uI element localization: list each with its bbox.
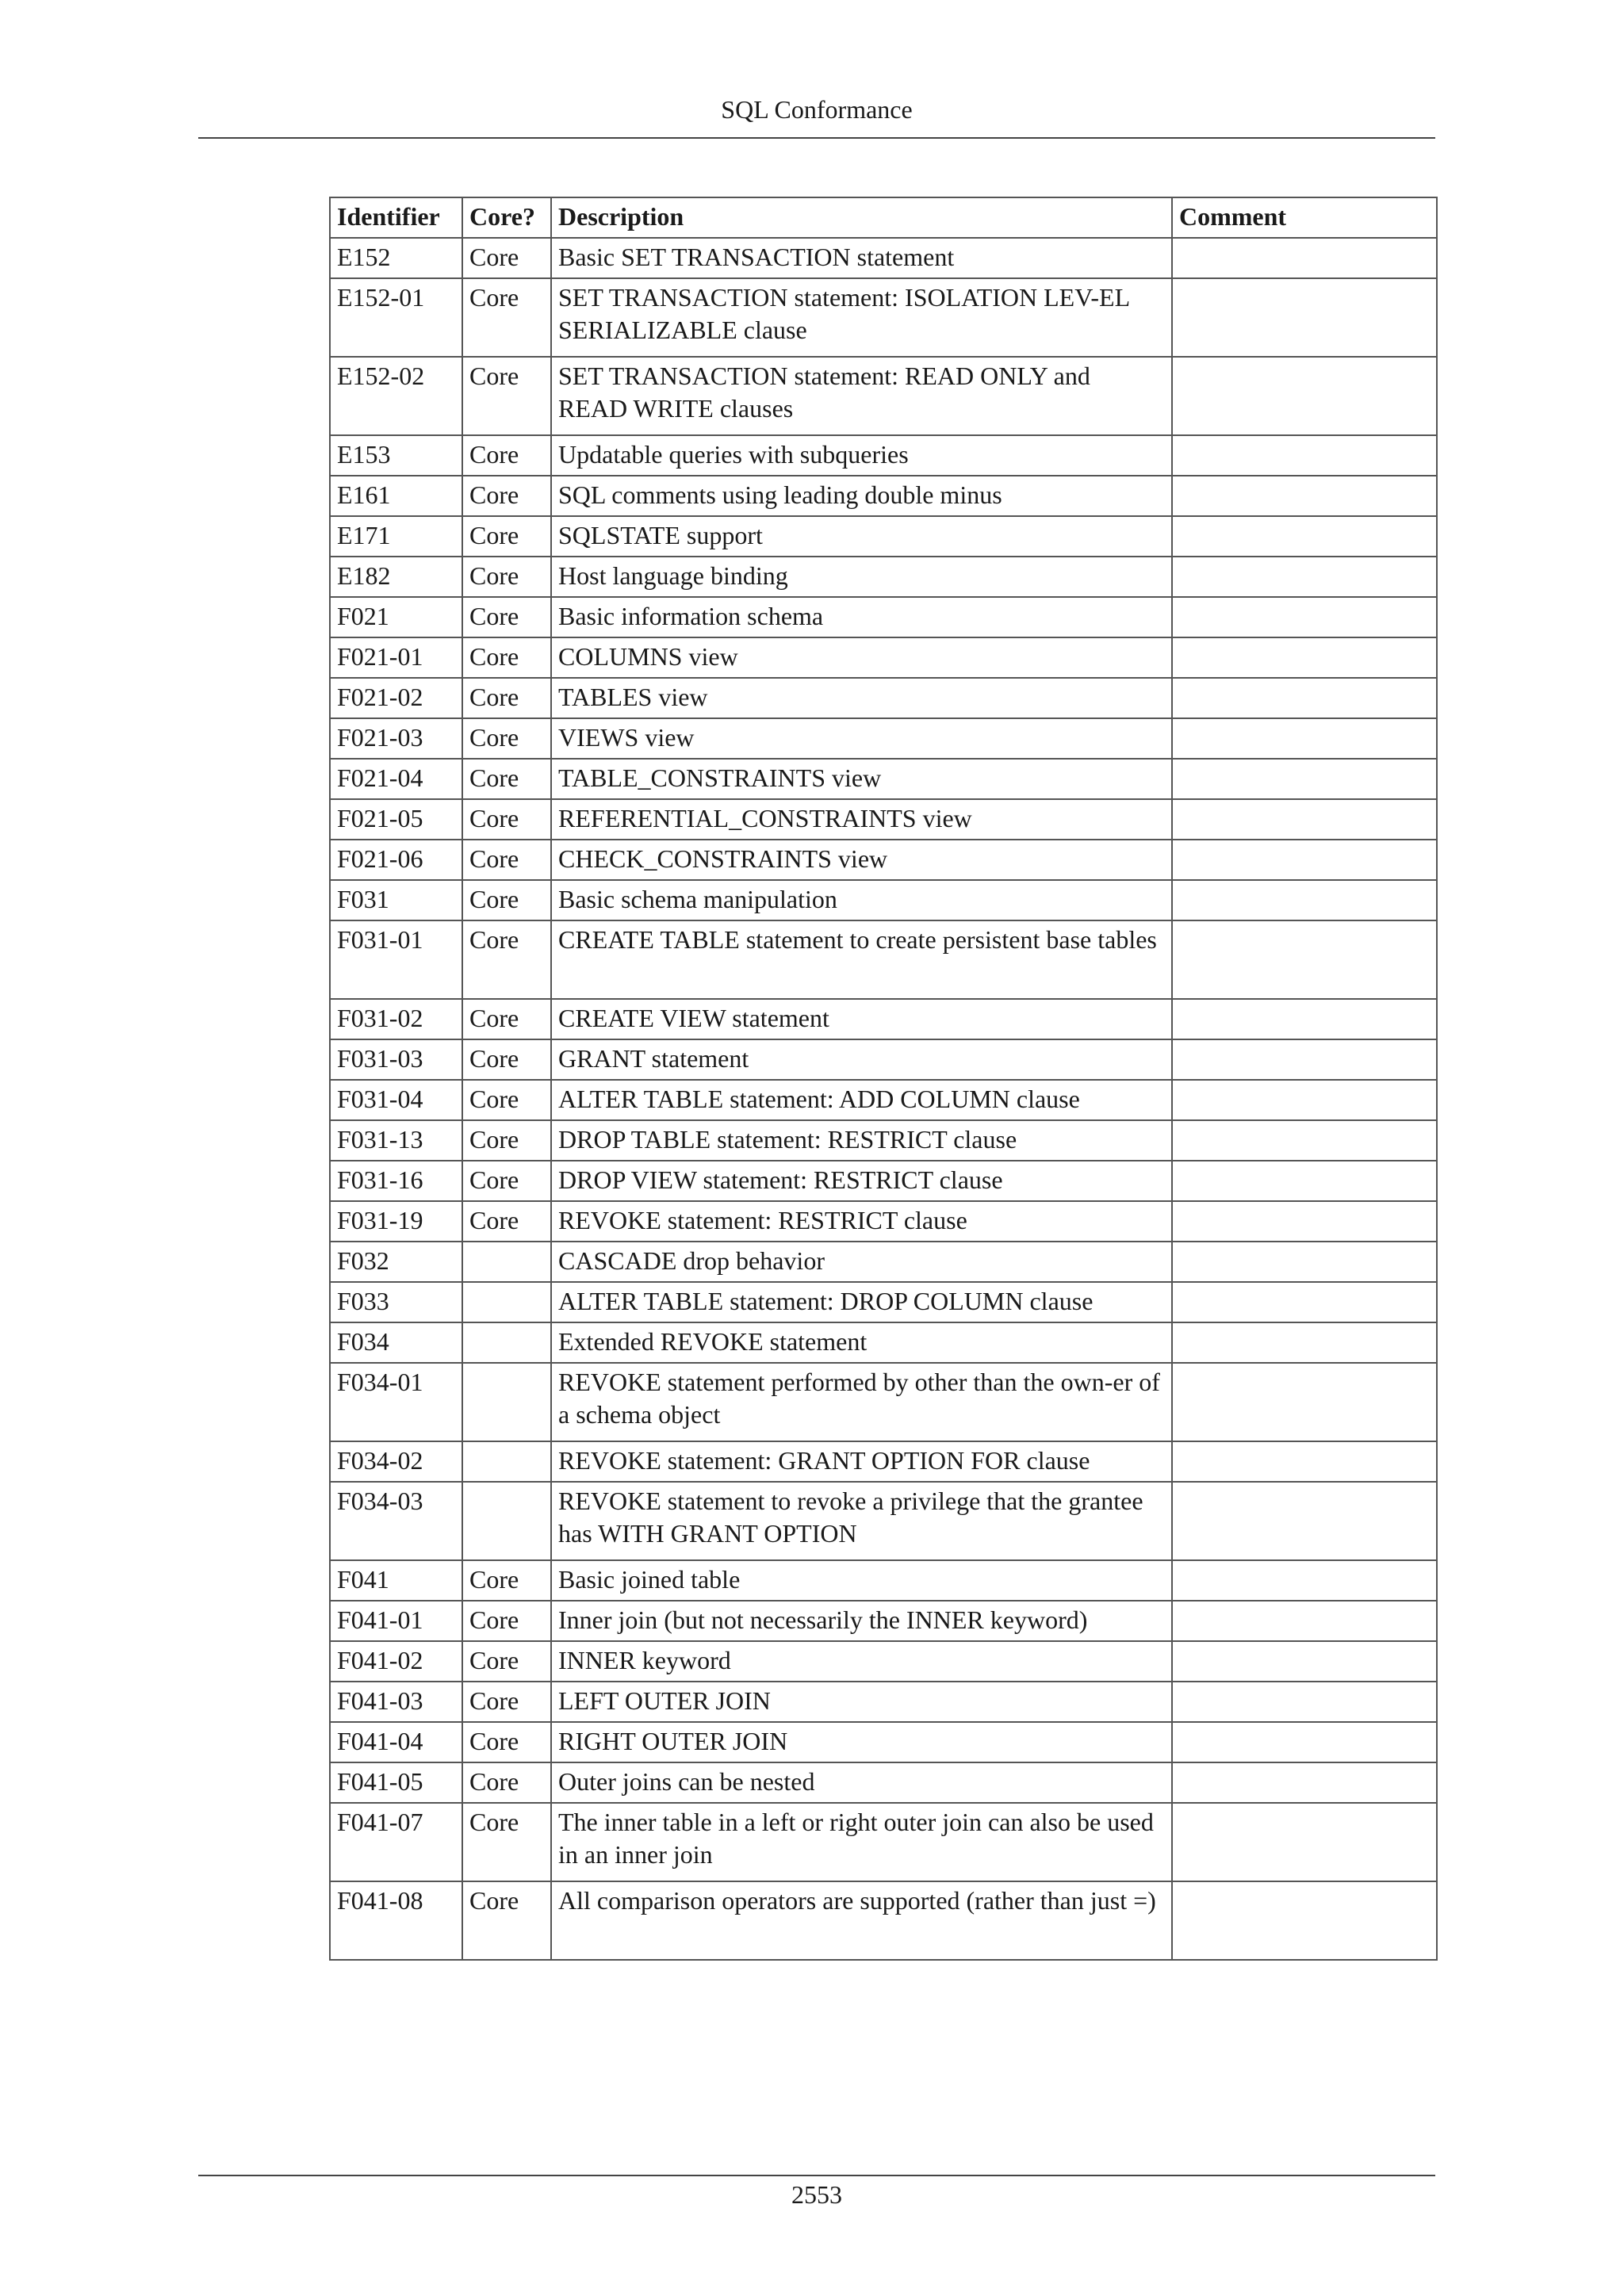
comment-cell — [1172, 357, 1437, 435]
table-row — [330, 357, 1437, 435]
comment-cell — [1172, 1322, 1437, 1363]
description-cell: Updatable queries with subqueries — [551, 435, 1172, 476]
comment-cell — [1172, 1080, 1437, 1120]
description-cell: ALTER TABLE statement: DROP COLUMN clause — [551, 1282, 1172, 1322]
identifier-cell: F041 — [330, 1560, 462, 1601]
comment-cell — [1172, 1242, 1437, 1282]
comment-cell — [1172, 840, 1437, 880]
column-header-core: Core? — [462, 197, 551, 238]
identifier-cell: F031-03 — [330, 1039, 462, 1080]
table-row — [330, 999, 1437, 1039]
comment-cell — [1172, 999, 1437, 1039]
core-cell: Core — [462, 1803, 551, 1881]
identifier-cell: F041-05 — [330, 1762, 462, 1803]
core-cell: Core — [462, 759, 551, 799]
core-cell: Core — [462, 880, 551, 920]
core-cell: Core — [462, 597, 551, 637]
table-row — [330, 1282, 1437, 1322]
description-cell: REVOKE statement: GRANT OPTION FOR clause — [551, 1441, 1172, 1482]
comment-cell — [1172, 1363, 1437, 1441]
comment-cell — [1172, 597, 1437, 637]
identifier-cell: F033 — [330, 1282, 462, 1322]
core-cell — [462, 1441, 551, 1482]
table-row — [330, 1039, 1437, 1080]
identifier-cell: E153 — [330, 435, 462, 476]
identifier-cell: F041-01 — [330, 1601, 462, 1641]
column-header-identifier: Identifier — [330, 197, 462, 238]
core-cell: Core — [462, 1039, 551, 1080]
comment-cell — [1172, 1120, 1437, 1161]
comment-cell — [1172, 678, 1437, 718]
identifier-cell: F032 — [330, 1242, 462, 1282]
description-cell: TABLES view — [551, 678, 1172, 718]
table-row — [330, 799, 1437, 840]
table-row — [330, 1242, 1437, 1282]
identifier-cell: F034-03 — [330, 1482, 462, 1560]
table-row — [330, 880, 1437, 920]
comment-cell — [1172, 1560, 1437, 1601]
core-cell: Core — [462, 1601, 551, 1641]
description-cell: VIEWS view — [551, 718, 1172, 759]
comment-cell — [1172, 1762, 1437, 1803]
table-row — [330, 557, 1437, 597]
core-cell: Core — [462, 840, 551, 880]
comment-cell — [1172, 557, 1437, 597]
identifier-cell: F031-19 — [330, 1201, 462, 1242]
identifier-cell: E152-01 — [330, 278, 462, 357]
core-cell — [462, 1282, 551, 1322]
description-cell: CHECK_CONSTRAINTS view — [551, 840, 1172, 880]
table-row — [330, 1682, 1437, 1722]
identifier-cell: F031-02 — [330, 999, 462, 1039]
description-cell: Outer joins can be nested — [551, 1762, 1172, 1803]
identifier-cell: F041-03 — [330, 1682, 462, 1722]
comment-cell — [1172, 1282, 1437, 1322]
table-row — [330, 1080, 1437, 1120]
table-header-row — [330, 197, 1437, 238]
description-cell: LEFT OUTER JOIN — [551, 1682, 1172, 1722]
identifier-cell: F031 — [330, 880, 462, 920]
identifier-cell: F041-07 — [330, 1803, 462, 1881]
table-row — [330, 678, 1437, 718]
comment-cell — [1172, 1201, 1437, 1242]
table-row — [330, 435, 1437, 476]
core-cell: Core — [462, 1641, 551, 1682]
core-cell: Core — [462, 1682, 551, 1722]
table-row — [330, 238, 1437, 278]
core-cell: Core — [462, 238, 551, 278]
core-cell: Core — [462, 920, 551, 999]
comment-cell — [1172, 880, 1437, 920]
identifier-cell: F041-02 — [330, 1641, 462, 1682]
core-cell: Core — [462, 678, 551, 718]
identifier-cell: F031-01 — [330, 920, 462, 999]
table-row — [330, 1881, 1437, 1960]
identifier-cell: F041-08 — [330, 1881, 462, 1960]
comment-cell — [1172, 1682, 1437, 1722]
core-cell — [462, 1482, 551, 1560]
table-row — [330, 637, 1437, 678]
table-row — [330, 278, 1437, 357]
core-cell: Core — [462, 1201, 551, 1242]
core-cell: Core — [462, 1560, 551, 1601]
description-cell: REVOKE statement performed by other than the own-er of a schema object — [551, 1363, 1172, 1441]
comment-cell — [1172, 435, 1437, 476]
identifier-cell: F031-13 — [330, 1120, 462, 1161]
core-cell — [462, 1242, 551, 1282]
conformance-table — [329, 197, 1438, 1961]
core-cell: Core — [462, 557, 551, 597]
description-cell: DROP TABLE statement: RESTRICT clause — [551, 1120, 1172, 1161]
table-row — [330, 597, 1437, 637]
comment-cell — [1172, 799, 1437, 840]
comment-cell — [1172, 718, 1437, 759]
comment-cell — [1172, 1161, 1437, 1201]
core-cell: Core — [462, 1722, 551, 1762]
core-cell: Core — [462, 476, 551, 516]
table-row — [330, 1641, 1437, 1682]
identifier-cell: F031-04 — [330, 1080, 462, 1120]
identifier-cell: F021 — [330, 597, 462, 637]
page-header-title: SQL Conformance — [721, 95, 913, 124]
table-row — [330, 840, 1437, 880]
core-cell: Core — [462, 516, 551, 557]
core-cell: Core — [462, 718, 551, 759]
header-divider — [198, 137, 1435, 139]
comment-cell — [1172, 759, 1437, 799]
description-cell: The inner table in a left or right outer join can also be used in an inner join — [551, 1803, 1172, 1881]
description-cell: Host language binding — [551, 557, 1172, 597]
core-cell: Core — [462, 435, 551, 476]
table-row — [330, 1322, 1437, 1363]
comment-cell — [1172, 1039, 1437, 1080]
core-cell: Core — [462, 1762, 551, 1803]
comment-cell — [1172, 516, 1437, 557]
description-cell: Basic SET TRANSACTION statement — [551, 238, 1172, 278]
identifier-cell: F021-02 — [330, 678, 462, 718]
description-cell: Extended REVOKE statement — [551, 1322, 1172, 1363]
comment-cell — [1172, 1722, 1437, 1762]
comment-cell — [1172, 476, 1437, 516]
core-cell — [462, 1322, 551, 1363]
identifier-cell: F021-01 — [330, 637, 462, 678]
identifier-cell: F021-04 — [330, 759, 462, 799]
table-row — [330, 1803, 1437, 1881]
table-row — [330, 516, 1437, 557]
comment-cell — [1172, 1601, 1437, 1641]
description-cell: COLUMNS view — [551, 637, 1172, 678]
page-number: 2553 — [791, 2180, 842, 2209]
core-cell — [462, 1363, 551, 1441]
description-cell: REVOKE statement to revoke a privilege that the grantee has WITH GRANT OPTION — [551, 1482, 1172, 1560]
description-cell: ALTER TABLE statement: ADD COLUMN clause — [551, 1080, 1172, 1120]
description-cell: Basic schema manipulation — [551, 880, 1172, 920]
description-cell: DROP VIEW statement: RESTRICT clause — [551, 1161, 1172, 1201]
core-cell: Core — [462, 1080, 551, 1120]
description-cell: TABLE_CONSTRAINTS view — [551, 759, 1172, 799]
identifier-cell: E152-02 — [330, 357, 462, 435]
description-cell: CREATE VIEW statement — [551, 999, 1172, 1039]
comment-cell — [1172, 278, 1437, 357]
description-cell: INNER keyword — [551, 1641, 1172, 1682]
comment-cell — [1172, 920, 1437, 999]
description-cell: Inner join (but not necessarily the INNER keyword) — [551, 1601, 1172, 1641]
table-body — [330, 238, 1437, 1960]
core-cell: Core — [462, 637, 551, 678]
description-cell: Basic joined table — [551, 1560, 1172, 1601]
table-row — [330, 476, 1437, 516]
table-row — [330, 1441, 1437, 1482]
comment-cell — [1172, 238, 1437, 278]
description-cell: CASCADE drop behavior — [551, 1242, 1172, 1282]
identifier-cell: E161 — [330, 476, 462, 516]
comment-cell — [1172, 1881, 1437, 1960]
description-cell: REVOKE statement: RESTRICT clause — [551, 1201, 1172, 1242]
table-row — [330, 1201, 1437, 1242]
description-cell: RIGHT OUTER JOIN — [551, 1722, 1172, 1762]
core-cell: Core — [462, 1161, 551, 1201]
comment-cell — [1172, 637, 1437, 678]
comment-cell — [1172, 1441, 1437, 1482]
core-cell: Core — [462, 357, 551, 435]
core-cell: Core — [462, 799, 551, 840]
description-cell: SET TRANSACTION statement: ISOLATION LEV-EL SERIALIZABLE clause — [551, 278, 1172, 357]
table-row — [330, 1560, 1437, 1601]
identifier-cell: F034-01 — [330, 1363, 462, 1441]
identifier-cell: F041-04 — [330, 1722, 462, 1762]
description-cell: REFERENTIAL_CONSTRAINTS view — [551, 799, 1172, 840]
identifier-cell: F021-05 — [330, 799, 462, 840]
column-header-description: Description — [551, 197, 1172, 238]
identifier-cell: F021-03 — [330, 718, 462, 759]
table-row — [330, 920, 1437, 999]
core-cell: Core — [462, 999, 551, 1039]
comment-cell — [1172, 1803, 1437, 1881]
table-row — [330, 718, 1437, 759]
comment-cell — [1172, 1482, 1437, 1560]
table-row — [330, 1363, 1437, 1441]
table-row — [330, 1120, 1437, 1161]
identifier-cell: F034 — [330, 1322, 462, 1363]
description-cell: SQLSTATE support — [551, 516, 1172, 557]
identifier-cell: F034-02 — [330, 1441, 462, 1482]
identifier-cell: F021-06 — [330, 840, 462, 880]
identifier-cell: E152 — [330, 238, 462, 278]
table-row — [330, 1161, 1437, 1201]
core-cell: Core — [462, 278, 551, 357]
description-cell: GRANT statement — [551, 1039, 1172, 1080]
identifier-cell: F031-16 — [330, 1161, 462, 1201]
table-row — [330, 1482, 1437, 1560]
core-cell: Core — [462, 1881, 551, 1960]
identifier-cell: E182 — [330, 557, 462, 597]
column-header-comment: Comment — [1172, 197, 1437, 238]
table-row — [330, 1762, 1437, 1803]
table-row — [330, 1601, 1437, 1641]
core-cell: Core — [462, 1120, 551, 1161]
description-cell: SQL comments using leading double minus — [551, 476, 1172, 516]
description-cell: All comparison operators are supported (rather than just =) — [551, 1881, 1172, 1960]
description-cell: SET TRANSACTION statement: READ ONLY and READ WRITE clauses — [551, 357, 1172, 435]
table-row — [330, 1722, 1437, 1762]
identifier-cell: E171 — [330, 516, 462, 557]
footer-divider — [198, 2175, 1435, 2176]
comment-cell — [1172, 1641, 1437, 1682]
table-row — [330, 759, 1437, 799]
description-cell: Basic information schema — [551, 597, 1172, 637]
description-cell: CREATE TABLE statement to create persistent base tables — [551, 920, 1172, 999]
